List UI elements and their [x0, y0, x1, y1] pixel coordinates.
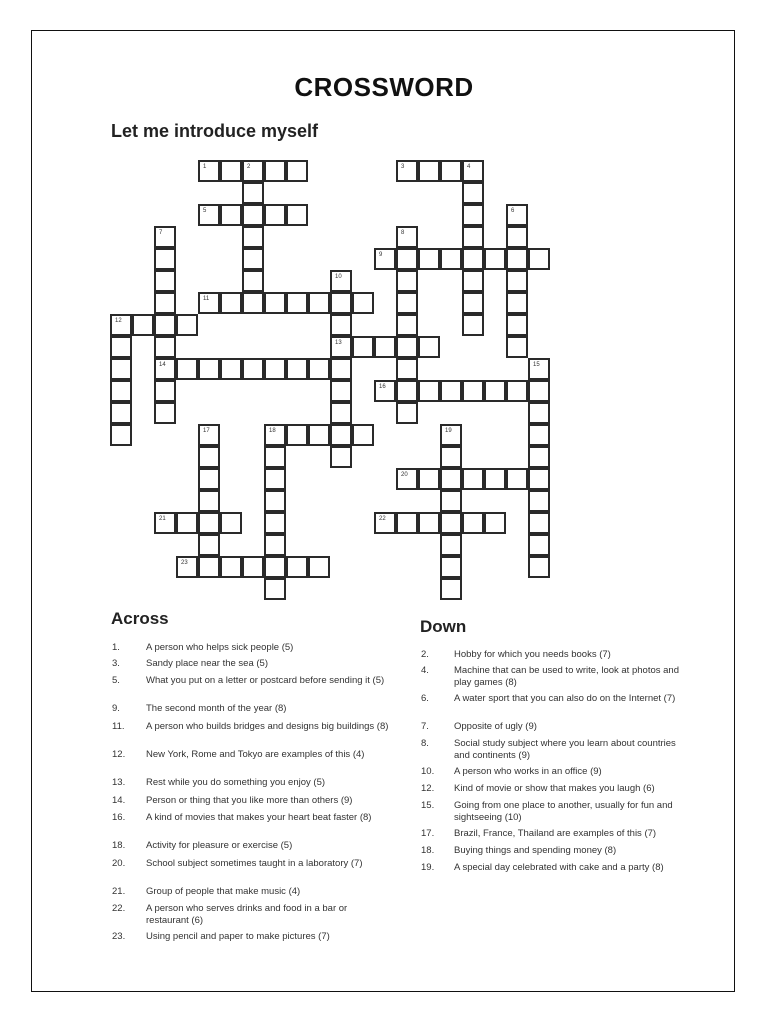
grid-cell[interactable]: [330, 314, 352, 336]
grid-cell[interactable]: [396, 160, 418, 182]
grid-cell[interactable]: [506, 380, 528, 402]
grid-cell[interactable]: [110, 314, 132, 336]
clue-text: A person who serves drinks and food in a bar or restaurant (6): [146, 903, 348, 926]
grid-cell[interactable]: [396, 292, 418, 314]
clue-text: A special day celebrated with cake and a party (8): [454, 862, 664, 873]
grid-cell[interactable]: [242, 270, 264, 292]
grid-cell[interactable]: [286, 556, 308, 578]
grid-cell[interactable]: [396, 270, 418, 292]
grid-cell[interactable]: [506, 270, 528, 292]
grid-cell[interactable]: [528, 468, 550, 490]
grid-cell[interactable]: [330, 402, 352, 424]
grid-cell[interactable]: [396, 512, 418, 534]
grid-cell[interactable]: [154, 336, 176, 358]
grid-cell[interactable]: [198, 512, 220, 534]
clue-text: Opposite of ugly (9): [454, 721, 537, 732]
clue-number: 21.: [112, 886, 126, 897]
clue-number: 2.: [421, 649, 429, 660]
clue-text: School subject sometimes taught in a laboratory (7): [146, 858, 363, 869]
grid-cell[interactable]: [154, 314, 176, 336]
grid-cell[interactable]: [198, 534, 220, 556]
grid-cell[interactable]: [242, 248, 264, 270]
grid-cell[interactable]: [198, 556, 220, 578]
grid-cell[interactable]: [330, 446, 352, 468]
grid-cell[interactable]: [330, 270, 352, 292]
grid-cell[interactable]: [396, 336, 418, 358]
cell-number: 6: [511, 208, 515, 214]
cell-number: 12: [115, 318, 122, 324]
grid-cell[interactable]: [396, 248, 418, 270]
grid-cell[interactable]: [462, 292, 484, 314]
grid-cell[interactable]: [110, 402, 132, 424]
clue-number: 23.: [112, 931, 126, 942]
grid-cell[interactable]: [440, 534, 462, 556]
grid-cell[interactable]: [396, 358, 418, 380]
grid-cell[interactable]: [352, 292, 374, 314]
cell-number: 13: [335, 340, 342, 346]
grid-cell[interactable]: [528, 534, 550, 556]
clue-text: Buying things and spending money (8): [454, 845, 617, 856]
cell-number: 3: [401, 164, 405, 170]
clue-number: 10.: [421, 766, 435, 777]
grid-cell[interactable]: [286, 160, 308, 182]
clue-text: Person or thing that you like more than others (9): [146, 795, 353, 806]
grid-cell[interactable]: [462, 270, 484, 292]
grid-cell[interactable]: [198, 292, 220, 314]
cell-number: 4: [467, 164, 471, 170]
clue-text: Social study subject where you learn about countries and continents (9): [454, 738, 676, 761]
grid-cell[interactable]: [528, 402, 550, 424]
page-title: CROSSWORD: [294, 72, 474, 102]
grid-cell[interactable]: [330, 336, 352, 358]
clue-text: New York, Rome and Tokyo are examples of this (4): [146, 749, 365, 760]
clue-number: 4.: [421, 665, 429, 676]
clue-text: The second month of the year (8): [146, 703, 287, 714]
clue-number: 7.: [421, 721, 429, 732]
grid-cell[interactable]: [264, 424, 286, 446]
grid-cell[interactable]: [440, 424, 462, 446]
grid-cell[interactable]: [330, 292, 352, 314]
cell-number: 16: [379, 384, 386, 390]
grid-cell[interactable]: [242, 204, 264, 226]
grid-cell[interactable]: [462, 468, 484, 490]
clue-number: 12.: [112, 749, 126, 760]
cell-number: 8: [401, 230, 405, 236]
clue-number: 15.: [421, 800, 435, 811]
grid-cell[interactable]: [528, 380, 550, 402]
grid-cell[interactable]: [264, 446, 286, 468]
grid-cell[interactable]: [198, 446, 220, 468]
clue-number: 20.: [112, 858, 126, 869]
clue-number: 5.: [112, 675, 120, 686]
grid-cell[interactable]: [506, 292, 528, 314]
cell-number: 21: [159, 516, 166, 522]
clue-text: Group of people that make music (4): [146, 886, 301, 897]
clue-text: Going from one place to another, usually for fun and sightseeing (10): [454, 800, 673, 823]
grid-cell[interactable]: [462, 204, 484, 226]
clue-number: 8.: [421, 738, 429, 749]
grid-cell[interactable]: [264, 358, 286, 380]
grid-cell[interactable]: [286, 358, 308, 380]
grid-cell[interactable]: [440, 380, 462, 402]
clue-text: Kind of movie or show that makes you laugh (6): [454, 783, 655, 794]
grid-cell[interactable]: [396, 468, 418, 490]
grid-cell[interactable]: [220, 160, 242, 182]
grid-cell[interactable]: [528, 556, 550, 578]
grid-cell[interactable]: [242, 160, 264, 182]
grid-cell[interactable]: [220, 358, 242, 380]
cell-number: 17: [203, 428, 210, 434]
grid-cell[interactable]: [440, 512, 462, 534]
grid-cell[interactable]: [220, 556, 242, 578]
grid-cell[interactable]: [154, 358, 176, 380]
grid-cell[interactable]: [374, 248, 396, 270]
grid-cell[interactable]: [242, 226, 264, 248]
cell-number: 14: [159, 362, 166, 368]
clue-text: A person who helps sick people (5): [146, 642, 294, 653]
clue-number: 17.: [421, 828, 435, 839]
clue-number: 18.: [421, 845, 435, 856]
grid-cell[interactable]: [396, 314, 418, 336]
cell-number: 10: [335, 274, 342, 280]
grid-cell[interactable]: [264, 490, 286, 512]
grid-cell[interactable]: [154, 270, 176, 292]
grid-cell[interactable]: [242, 358, 264, 380]
clue-number: 14.: [112, 795, 126, 806]
grid-cell[interactable]: [462, 226, 484, 248]
clue-number: 1.: [112, 642, 120, 653]
grid-cell[interactable]: [418, 380, 440, 402]
clue-number: 9.: [112, 703, 120, 714]
cell-number: 7: [159, 230, 163, 236]
grid-cell[interactable]: [462, 512, 484, 534]
clue-number: 3.: [112, 658, 120, 669]
grid-cell[interactable]: [220, 292, 242, 314]
clue-number: 6.: [421, 693, 429, 704]
grid-cell[interactable]: [440, 248, 462, 270]
grid-cell[interactable]: [264, 160, 286, 182]
grid-cell[interactable]: [264, 468, 286, 490]
grid-cell[interactable]: [374, 336, 396, 358]
cell-number: 5: [203, 208, 207, 214]
grid-cell[interactable]: [176, 314, 198, 336]
grid-cell[interactable]: [154, 380, 176, 402]
grid-cell[interactable]: [528, 424, 550, 446]
grid-cell[interactable]: [286, 292, 308, 314]
grid-cell[interactable]: [374, 380, 396, 402]
grid-cell[interactable]: [308, 424, 330, 446]
grid-cell[interactable]: [242, 556, 264, 578]
grid-cell[interactable]: [506, 204, 528, 226]
grid-cell[interactable]: [242, 182, 264, 204]
grid-cell[interactable]: [506, 336, 528, 358]
grid-cell[interactable]: [484, 512, 506, 534]
grid-cell[interactable]: [528, 358, 550, 380]
grid-cell[interactable]: [528, 490, 550, 512]
clue-number: 18.: [112, 840, 126, 851]
grid-cell[interactable]: [110, 336, 132, 358]
grid-cell[interactable]: [440, 446, 462, 468]
grid-cell[interactable]: [440, 160, 462, 182]
down-heading: Down: [420, 617, 467, 636]
grid-cell[interactable]: [198, 160, 220, 182]
grid-cell[interactable]: [286, 424, 308, 446]
clue-number: 16.: [112, 812, 126, 823]
grid-cell[interactable]: [154, 248, 176, 270]
grid-cell[interactable]: [154, 292, 176, 314]
grid-cell[interactable]: [264, 512, 286, 534]
grid-cell[interactable]: [198, 490, 220, 512]
cell-number: 11: [203, 296, 210, 302]
grid-cell[interactable]: [176, 512, 198, 534]
cell-number: 15: [533, 362, 540, 368]
cell-number: 19: [445, 428, 452, 434]
grid-cell[interactable]: [396, 226, 418, 248]
grid-cell[interactable]: [330, 380, 352, 402]
puzzle-subtitle: Let me introduce myself: [111, 121, 319, 141]
grid-cell[interactable]: [506, 226, 528, 248]
grid-cell[interactable]: [462, 160, 484, 182]
grid-cell[interactable]: [506, 314, 528, 336]
clue-text: A water sport that you can also do on the Internet (7): [454, 693, 676, 704]
clue-text: What you put on a letter or postcard before sending it (5): [146, 675, 385, 686]
grid-cell[interactable]: [132, 314, 154, 336]
grid-cell[interactable]: [110, 358, 132, 380]
grid-cell[interactable]: [264, 292, 286, 314]
grid-cell[interactable]: [396, 380, 418, 402]
grid-cell[interactable]: [528, 512, 550, 534]
grid-cell[interactable]: [308, 358, 330, 380]
grid-cell[interactable]: [220, 512, 242, 534]
clue-text: Sandy place near the sea (5): [146, 658, 268, 669]
clue-text: A person who builds bridges and designs big buildings (8): [146, 721, 389, 732]
grid-cell[interactable]: [264, 578, 286, 600]
grid-cell[interactable]: [506, 248, 528, 270]
grid-cell[interactable]: [528, 446, 550, 468]
cell-number: 2: [247, 164, 251, 170]
grid-cell[interactable]: [506, 468, 528, 490]
grid-cell[interactable]: [418, 248, 440, 270]
grid-cell[interactable]: [198, 358, 220, 380]
cell-number: 20: [401, 472, 408, 478]
grid-cell[interactable]: [330, 358, 352, 380]
grid-cell[interactable]: [440, 556, 462, 578]
grid-cell[interactable]: [352, 424, 374, 446]
grid-cell[interactable]: [286, 204, 308, 226]
grid-cell[interactable]: [154, 512, 176, 534]
grid-cell[interactable]: [396, 402, 418, 424]
grid-cell[interactable]: [462, 314, 484, 336]
clue-number: 19.: [421, 862, 435, 873]
grid-cell[interactable]: [462, 248, 484, 270]
clue-text: Brazil, France, Thailand are examples of this (7): [454, 828, 657, 839]
grid-cell[interactable]: [176, 556, 198, 578]
grid-cell[interactable]: [264, 204, 286, 226]
clue-number: 11.: [112, 721, 125, 732]
grid-cell[interactable]: [198, 204, 220, 226]
grid-cell[interactable]: [154, 226, 176, 248]
cell-number: 9: [379, 252, 383, 258]
grid-cell[interactable]: [308, 556, 330, 578]
cell-number: 1: [203, 164, 207, 170]
across-heading: Across: [111, 609, 169, 628]
clue-text: A kind of movies that makes your heart beat faster (8): [146, 812, 372, 823]
clue-text: Hobby for which you needs books (7): [454, 649, 611, 660]
grid-cell[interactable]: [418, 468, 440, 490]
grid-cell[interactable]: [374, 512, 396, 534]
grid-cell[interactable]: [352, 336, 374, 358]
grid-cell[interactable]: [220, 204, 242, 226]
grid-cell[interactable]: [440, 468, 462, 490]
grid-cell[interactable]: [440, 490, 462, 512]
clue-text: Using pencil and paper to make pictures (7): [146, 931, 330, 942]
grid-cell[interactable]: [264, 534, 286, 556]
clue-text: A person who works in an office (9): [454, 766, 602, 777]
cell-number: 22: [379, 516, 386, 522]
grid-cell[interactable]: [242, 292, 264, 314]
clue-text: Activity for pleasure or exercise (5): [146, 840, 293, 851]
grid-cell[interactable]: [484, 248, 506, 270]
grid-cell[interactable]: [418, 160, 440, 182]
grid-cell[interactable]: [176, 358, 198, 380]
clue-number: 22.: [112, 903, 126, 914]
grid-cell[interactable]: [198, 468, 220, 490]
clue-text: Machine that can be used to write, look at photos and play games (8): [454, 665, 679, 688]
cell-number: 23: [181, 560, 188, 566]
grid-cell[interactable]: [198, 424, 220, 446]
grid-cell[interactable]: [264, 556, 286, 578]
cell-number: 18: [269, 428, 276, 434]
grid-cell[interactable]: [154, 402, 176, 424]
clue-number: 12.: [421, 783, 435, 794]
grid-cell[interactable]: [528, 248, 550, 270]
grid-cell[interactable]: [110, 424, 132, 446]
grid-cell[interactable]: [110, 380, 132, 402]
grid-cell[interactable]: [462, 380, 484, 402]
grid-cell[interactable]: [484, 380, 506, 402]
grid-cell[interactable]: [462, 182, 484, 204]
grid-cell[interactable]: [308, 292, 330, 314]
grid-cell[interactable]: [330, 424, 352, 446]
grid-cell[interactable]: [418, 336, 440, 358]
clue-text: Rest while you do something you enjoy (5): [146, 777, 326, 788]
clue-number: 13.: [112, 777, 126, 788]
grid-cell[interactable]: [484, 468, 506, 490]
grid-cell[interactable]: [418, 512, 440, 534]
grid-cell[interactable]: [440, 578, 462, 600]
